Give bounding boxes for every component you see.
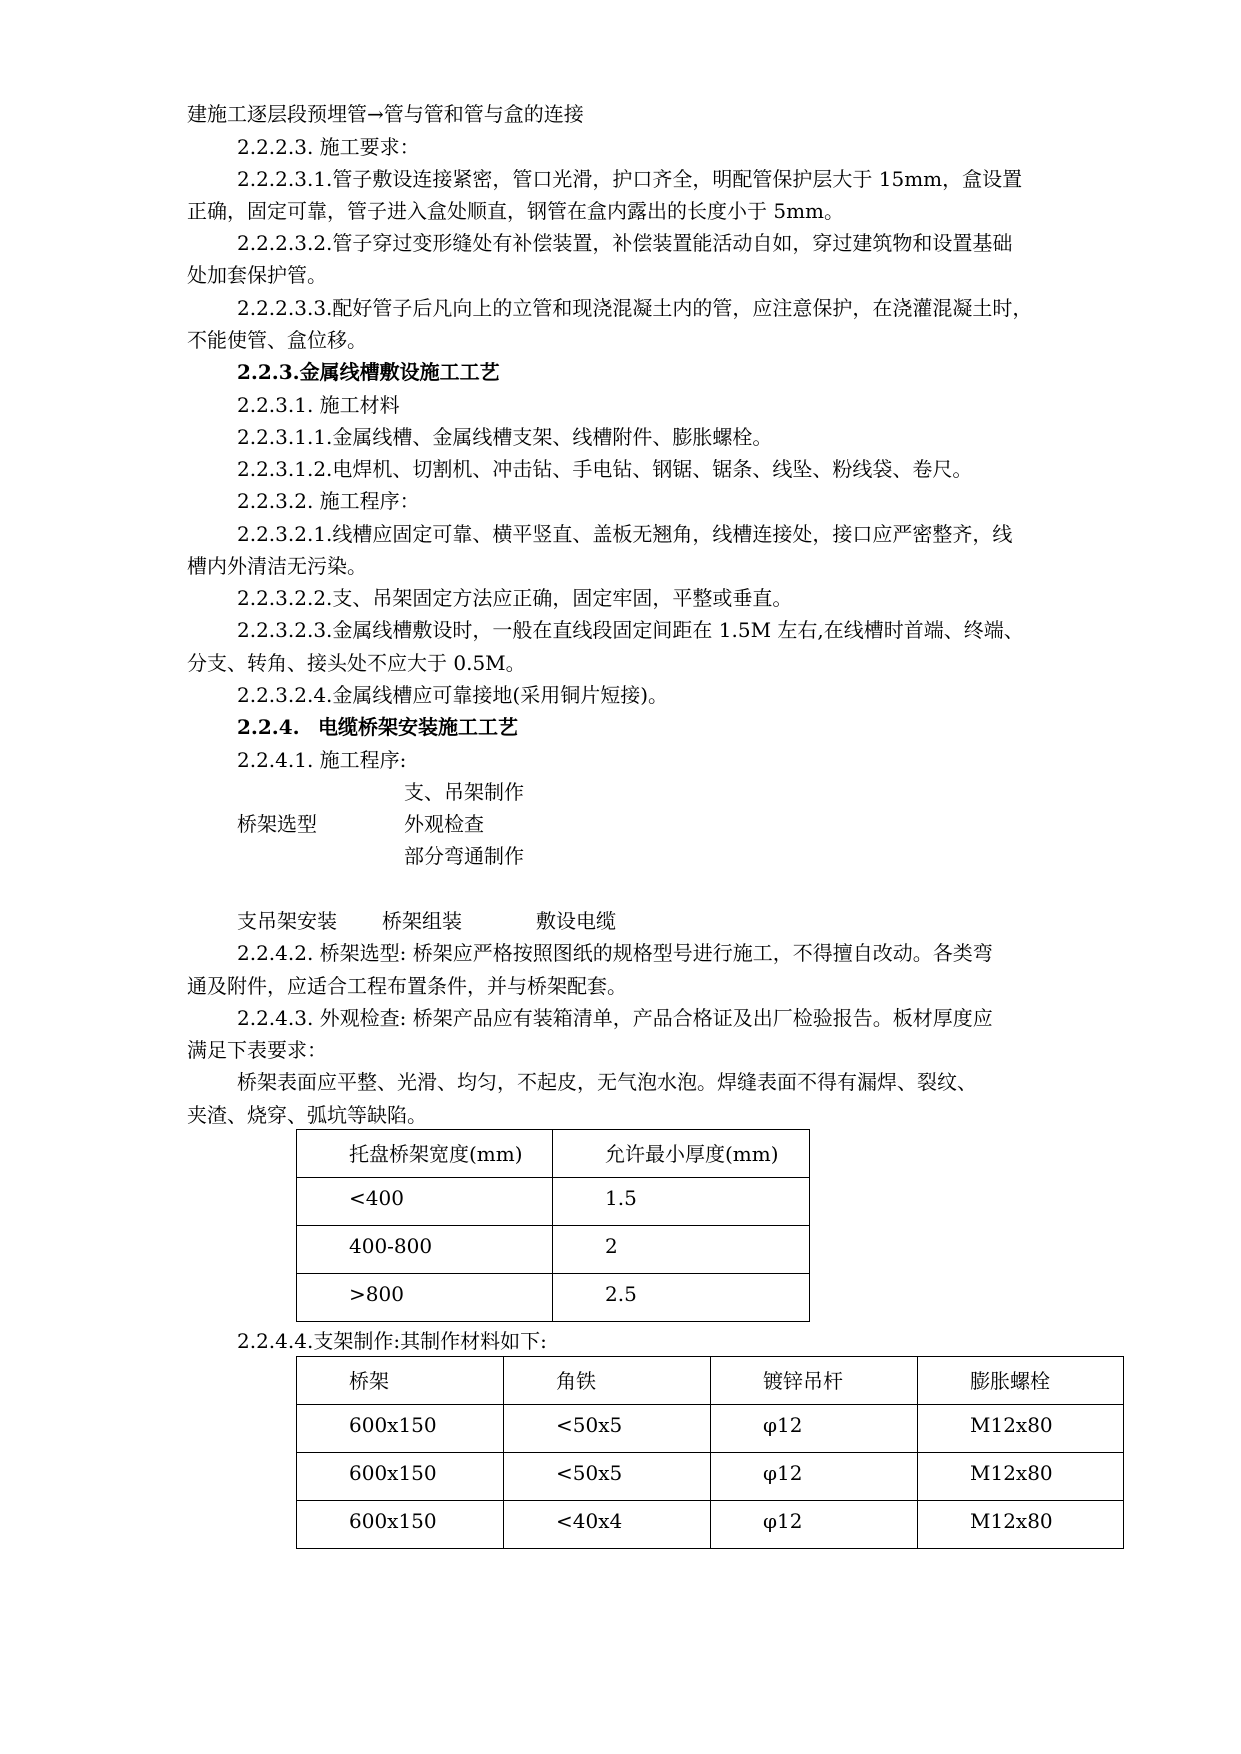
section-heading: 电缆桥架安装施工工艺	[318, 715, 518, 739]
text-line: 2.2.2.3.3.配好管子后凡向上的立管和现浇混凝土内的管，应注意保护，在浇灌混凝土时，	[237, 296, 1033, 320]
text-line: 2.2.3.2.3.金属线槽敷设时，一般在直线段固定间距在 1.5M 左右,在线槽时首端、终端、	[237, 618, 1024, 642]
table-header-cell: 桥架	[297, 1357, 504, 1405]
flow-step: 部分弯通制作	[404, 844, 524, 868]
flow-step: 外观检查	[404, 812, 484, 836]
table-cell: 600x150	[297, 1453, 504, 1501]
text-line: 建施工逐层段预埋管→管与管和管与盒的连接	[187, 102, 584, 126]
text-line: 2.2.3.2.2.支、吊架固定方法应正确，固定牢固，平整或垂直。	[237, 586, 793, 610]
table-cell: >800	[297, 1274, 553, 1322]
table-cell: <40x4	[504, 1501, 711, 1549]
section-heading: 2.2.3.金属线槽敷设施工工艺	[237, 360, 500, 384]
text-line: 桥架表面应平整、光滑、均匀，不起皮，无气泡水泡。焊缝表面不得有漏焊、裂纹、	[237, 1070, 977, 1094]
table-cell: 400-800	[297, 1226, 553, 1274]
table-header-cell: 角铁	[504, 1357, 711, 1405]
table-header-row	[297, 1357, 1124, 1405]
text-line: 2.2.3.2.1.线槽应固定可靠、横平竖直、盖板无翘角，线槽连接处，接口应严密整齐，线	[237, 522, 1013, 546]
table-row	[297, 1178, 810, 1226]
text-line: 处加套保护管。	[187, 263, 327, 287]
table-cell: 2.5	[553, 1274, 810, 1322]
text-line: 满足下表要求：	[187, 1038, 327, 1062]
text-line: 2.2.4.2. 桥架选型: 桥架应严格按照图纸的规格型号进行施工，不得擅自改动。各类弯	[237, 941, 993, 965]
text-line: 2.2.3.1.2.电焊机、切割机、冲击钻、手电钻、钢锯、锯条、线坠、粉线袋、卷尺。	[237, 457, 973, 481]
table-cell: 600x150	[297, 1501, 504, 1549]
table-row	[297, 1405, 1124, 1453]
table-header-cell: 镀锌吊杆	[711, 1357, 918, 1405]
table-header-cell: 允许最小厚度(mm)	[553, 1130, 810, 1178]
table-cell: φ12	[711, 1501, 918, 1549]
bracket-material-table	[296, 1356, 1124, 1549]
table-cell: 1.5	[553, 1178, 810, 1226]
table-header-cell: 托盘桥架宽度(mm)	[297, 1130, 553, 1178]
table-row	[297, 1453, 1124, 1501]
section-number: 2.2.4.	[237, 715, 300, 739]
flow-step: 支吊架安装	[237, 909, 337, 933]
text-line: 正确，固定可靠，管子进入盒处顺直，钢管在盒内露出的长度小于 5mm。	[187, 199, 845, 223]
table-row	[297, 1274, 810, 1322]
table-row	[297, 1501, 1124, 1549]
table-cell: 600x150	[297, 1405, 504, 1453]
table-cell: φ12	[711, 1453, 918, 1501]
text-line: 2.2.2.3.2.管子穿过变形缝处有补偿装置，补偿装置能活动自如，穿过建筑物和设置基础	[237, 231, 1013, 255]
table-row	[297, 1226, 810, 1274]
table-header-row	[297, 1130, 810, 1178]
section-heading: 2.2.3.1. 施工材料	[237, 393, 400, 417]
table-cell: <50x5	[504, 1453, 711, 1501]
table-cell: M12x80	[918, 1405, 1124, 1453]
table-cell: <400	[297, 1178, 553, 1226]
flow-step: 桥架组装	[382, 909, 462, 933]
flow-step: 桥架选型	[237, 812, 317, 836]
flow-step: 支、吊架制作	[404, 780, 524, 804]
section-heading: 2.2.3.2. 施工程序：	[237, 489, 420, 513]
table-header-cell: 膨胀螺栓	[918, 1357, 1124, 1405]
text-line: 不能使管、盒位移。	[187, 328, 367, 352]
table-cell: φ12	[711, 1405, 918, 1453]
table-cell: <50x5	[504, 1405, 711, 1453]
thickness-table	[296, 1129, 810, 1322]
text-line: 夹渣、烧穿、弧坑等缺陷。	[187, 1103, 427, 1127]
text-line: 2.2.4.4.支架制作:其制作材料如下:	[237, 1329, 547, 1353]
text-line: 2.2.2.3.1.管子敷设连接紧密，管口光滑，护口齐全，明配管保护层大于 15mm，盒设置	[237, 167, 1023, 191]
text-line: 2.2.3.2.4.金属线槽应可靠接地(采用铜片短接)。	[237, 683, 669, 707]
text-line: 通及附件，应适合工程布置条件，并与桥架配套。	[187, 974, 627, 998]
text-line: 槽内外清洁无污染。	[187, 554, 367, 578]
table-cell: M12x80	[918, 1501, 1124, 1549]
table-cell: 2	[553, 1226, 810, 1274]
flow-step: 敷设电缆	[536, 909, 616, 933]
table-cell: M12x80	[918, 1453, 1124, 1501]
section-heading: 2.2.2.3. 施工要求：	[237, 135, 420, 159]
text-line: 2.2.3.1.1.金属线槽、金属线槽支架、线槽附件、膨胀螺栓。	[237, 425, 773, 449]
text-line: 2.2.4.3. 外观检查: 桥架产品应有装箱清单，产品合格证及出厂检验报告。板材厚度应	[237, 1006, 993, 1030]
section-heading: 2.2.4.1. 施工程序:	[237, 748, 407, 772]
text-line: 分支、转角、接头处不应大于 0.5M。	[187, 651, 526, 675]
